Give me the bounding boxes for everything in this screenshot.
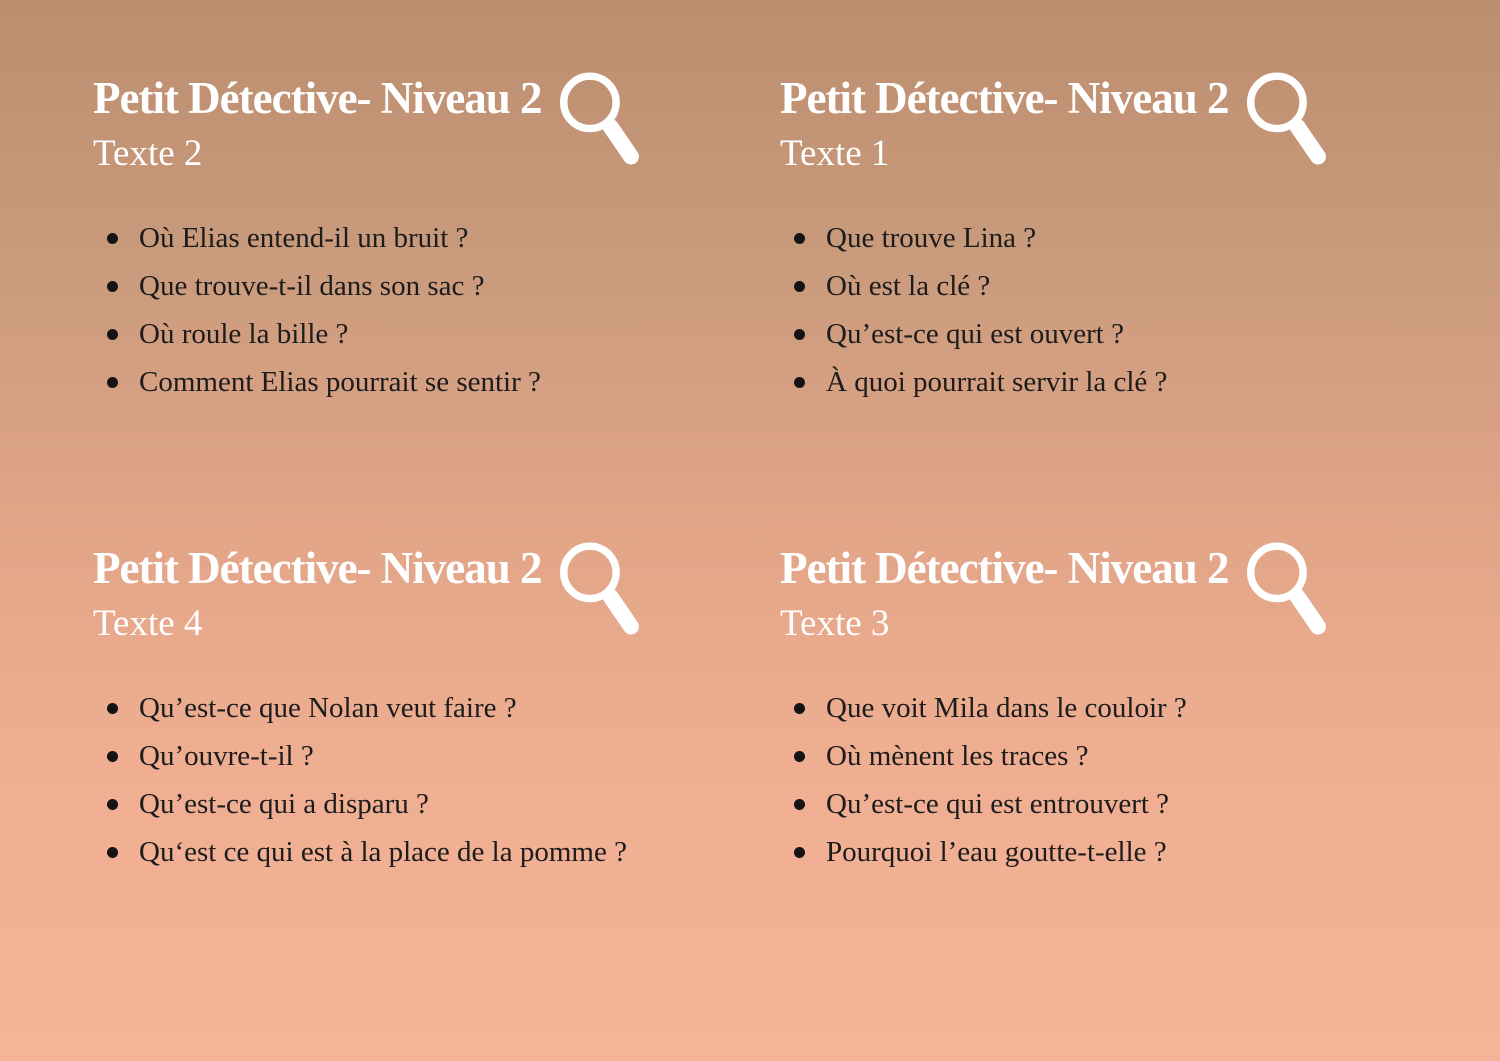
card-title: Petit Détective- Niveau 2 xyxy=(93,543,542,593)
question-text: Où mènent les traces ? xyxy=(826,740,1089,772)
title-group xyxy=(93,543,542,644)
question-item xyxy=(107,838,753,867)
card-subtitle: Texte 4 xyxy=(93,603,203,644)
question-item xyxy=(794,790,1440,819)
question-text: Qu’est-ce qui est entrouvert ? xyxy=(826,788,1170,820)
title-group xyxy=(780,543,1229,644)
question-list xyxy=(780,224,1440,397)
bullet-icon xyxy=(107,703,118,714)
question-text: Qu’ouvre-t-il ? xyxy=(139,740,314,772)
question-item xyxy=(794,368,1440,397)
card-texte-4 xyxy=(93,543,753,886)
card-subtitle: Texte 3 xyxy=(780,603,890,644)
question-text: Que trouve Lina ? xyxy=(826,222,1037,254)
question-item xyxy=(107,790,753,819)
question-text: Qu‘est ce qui est à la place de la pomme ? xyxy=(139,836,627,868)
question-item xyxy=(107,320,753,349)
magnifying-glass-icon xyxy=(560,542,646,642)
question-item xyxy=(794,272,1440,301)
card-texte-2 xyxy=(93,73,753,416)
question-item xyxy=(107,694,753,723)
bullet-icon xyxy=(107,799,118,810)
bullet-icon xyxy=(794,799,805,810)
question-text: Que trouve-t-il dans son sac ? xyxy=(139,270,485,302)
question-list xyxy=(93,224,753,397)
question-list xyxy=(780,694,1440,867)
question-text: Qu’est-ce qui a disparu ? xyxy=(139,788,429,820)
question-item xyxy=(107,224,753,253)
question-item xyxy=(794,320,1440,349)
question-text: Où roule la bille ? xyxy=(139,318,349,350)
card-header xyxy=(93,73,753,174)
bullet-icon xyxy=(794,281,805,292)
bullet-icon xyxy=(794,377,805,388)
magnifying-glass-icon xyxy=(1247,72,1333,172)
bullet-icon xyxy=(794,751,805,762)
card-header xyxy=(780,543,1440,644)
bullet-icon xyxy=(107,281,118,292)
question-item xyxy=(794,224,1440,253)
bullet-icon xyxy=(794,329,805,340)
question-text: Où est la clé ? xyxy=(826,270,991,302)
card-header xyxy=(780,73,1440,174)
bullet-icon xyxy=(794,233,805,244)
card-subtitle: Texte 2 xyxy=(93,133,203,174)
question-item xyxy=(107,272,753,301)
question-text: Que voit Mila dans le couloir ? xyxy=(826,692,1187,724)
bullet-icon xyxy=(107,329,118,340)
question-item xyxy=(794,694,1440,723)
question-text: Qu’est-ce qui est ouvert ? xyxy=(826,318,1124,350)
bullet-icon xyxy=(107,847,118,858)
question-item xyxy=(794,838,1440,867)
magnifying-glass-icon xyxy=(560,72,646,172)
bullet-icon xyxy=(107,377,118,388)
title-group xyxy=(93,73,542,174)
question-text: Pourquoi l’eau goutte-t-elle ? xyxy=(826,836,1167,868)
question-text: Qu’est-ce que Nolan veut faire ? xyxy=(139,692,517,724)
question-item xyxy=(107,368,753,397)
question-text: Comment Elias pourrait se sentir ? xyxy=(139,366,541,398)
card-texte-3 xyxy=(780,543,1440,886)
card-title: Petit Détective- Niveau 2 xyxy=(780,73,1229,123)
question-text: À quoi pourrait servir la clé ? xyxy=(826,366,1168,398)
card-title: Petit Détective- Niveau 2 xyxy=(93,73,542,123)
bullet-icon xyxy=(107,233,118,244)
question-item xyxy=(107,742,753,771)
bullet-icon xyxy=(794,847,805,858)
title-group xyxy=(780,73,1229,174)
card-title: Petit Détective- Niveau 2 xyxy=(780,543,1229,593)
magnifying-glass-icon xyxy=(1247,542,1333,642)
bullet-icon xyxy=(794,703,805,714)
bullet-icon xyxy=(107,751,118,762)
question-list xyxy=(93,694,753,867)
card-header xyxy=(93,543,753,644)
question-item xyxy=(794,742,1440,771)
question-text: Où Elias entend-il un bruit ? xyxy=(139,222,469,254)
card-subtitle: Texte 1 xyxy=(780,133,890,174)
card-texte-1 xyxy=(780,73,1440,416)
